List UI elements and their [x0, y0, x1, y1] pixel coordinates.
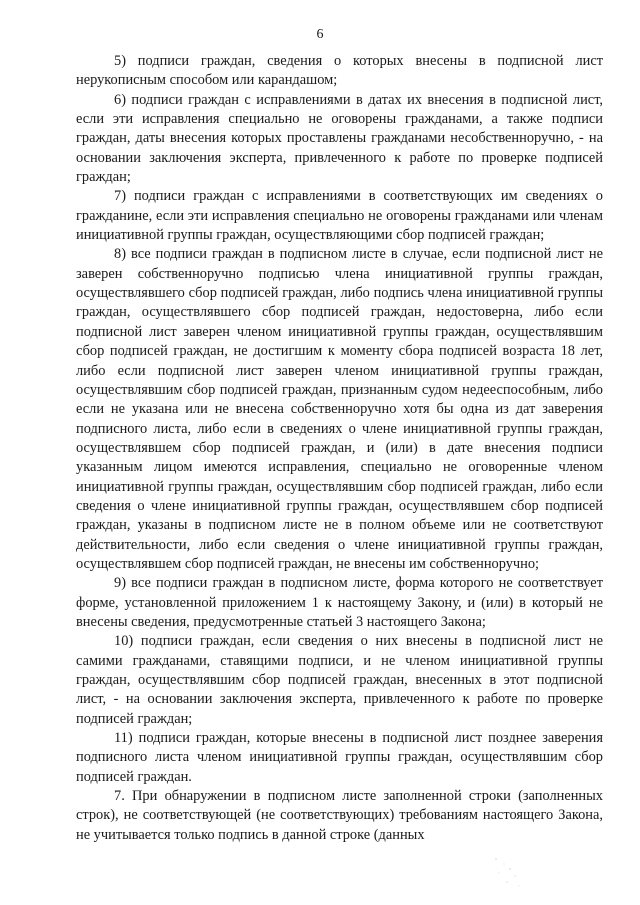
paragraph-item-8: 8) все подписи граждан в подписном листе в случае, если подписной лист не заверен собственноручно подписью члена инициативной группы граждан, осуществлявшего сбор подписей граждан, либо подпись члена инициативной группы граждан, осуществлявшего сбор подписей граждан, недостоверна, либо если подписной лист заверен членом инициативной группы граждан, осуществлявшим сбор подписей граждан, не достигшим к моменту сбора подписей возраста 18 лет, либо если подписной лист заверен членом инициативной группы граждан, осуществлявшим сбор подписей граждан, признанным судом недееспособным, либо если не указана или не внесена собственноручно хотя бы одна из дат заверения подписного листа, либо если в сведениях о члене инициативной группы граждан, осуществлявшем сбор подписей граждан, и (или) в дате внесения подписи указанным лицом имеются исправления, специально не оговоренные членом инициативной группы граждан, осуществлявшим сбор подписей граждан, либо если сведения о члене инициативной группы граждан, осуществлявшем сбор подписей граждан, указаны в подписном листе не в полном объеме или не соответствуют действительности, либо если сведения о члене инициативной группы граждан, осуществлявшем сбор подписей граждан, не внесены им собственноручно;	[76, 246, 603, 572]
paragraph-item-7: 7) подписи граждан с исправлениями в соответствующих им сведениях о гражданине, если эти исправления специально не оговорены гражданами или членам инициативной группы граждан, осуществляющими сбор подписей граждан;	[76, 188, 603, 244]
paragraph-item-9: 9) все подписи граждан в подписном листе, форма которого не соответствует форме, установленной приложением 1 к настоящему Закону, и (или) в который не внесены сведения, предусмотренные статьей 3 настоящего Закона;	[76, 575, 603, 630]
page-number: 6	[316, 27, 324, 42]
paragraph-part-7: 7. При обнаружении в подписном листе заполненной строки (заполненных строк), не соответствующей (не соответствующих) требованиям настоящего Закона, не учитывается только подпись в данной строке (данных	[76, 788, 603, 843]
document-body	[76, 52, 603, 845]
paragraph-item-11: 11) подписи граждан, которые внесены в подписной лист позднее заверения подписного листа членом инициативной группы граждан, осуществлявшим сбор подписей граждан.	[76, 730, 603, 785]
paragraph-item-5: 5) подписи граждан, сведения о которых внесены в подписной лист нерукописным способом или карандашом;	[76, 53, 603, 89]
paragraph-item-10: 10) подписи граждан, если сведения о них внесены в подписной лист не самими гражданами, ставящими подписи, и не членом инициативной группы граждан, осуществлявшим сбор подписей граждан, внесенных в этот подписной лист, - на основании заключения эксперта, привлеченного к работе по проверке подписей граждан;	[76, 633, 603, 727]
scan-noise-dots	[490, 855, 530, 895]
paragraph-item-6: 6) подписи граждан с исправлениями в датах их внесения в подписной лист, если эти исправления специально не оговорены гражданами, а также подписи граждан, даты внесения которых проставлены гражданами несобственноручно, - на основании заключения эксперта, привлеченного к работе по проверке подписей граждан;	[76, 91, 603, 186]
